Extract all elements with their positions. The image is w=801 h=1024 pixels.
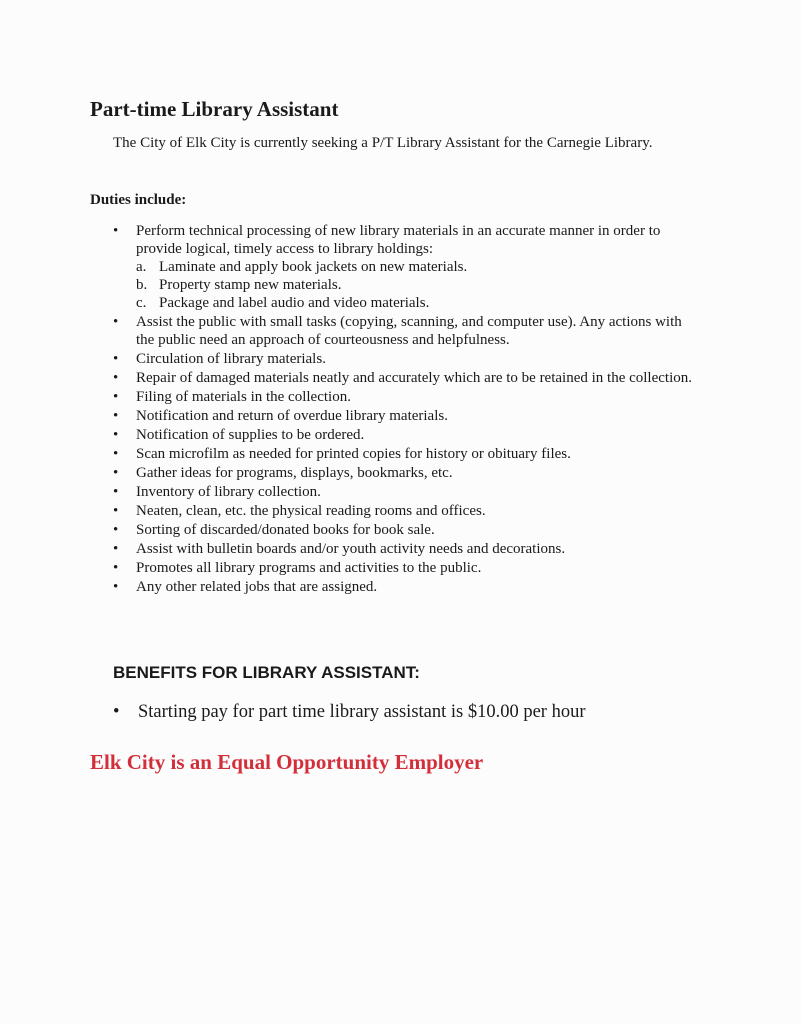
list-item bbox=[113, 559, 693, 577]
benefit-item-text: Starting pay for part time library assistant is $10.00 per hour bbox=[138, 702, 586, 722]
list-item-text: Perform technical processing of new library materials in an accurate manner in order to provide logical, timely access to library holdings: bbox=[136, 223, 661, 257]
bullet-icon: • bbox=[113, 408, 119, 424]
bullet-icon: • bbox=[113, 579, 119, 595]
list-item-text: Filing of materials in the collection. bbox=[136, 389, 351, 405]
list-item bbox=[113, 540, 693, 558]
bullet-icon: • bbox=[113, 351, 119, 367]
list-item bbox=[113, 502, 693, 520]
sub-list-item bbox=[136, 258, 693, 276]
list-item-text: Assist with bulletin boards and/or youth activity needs and decorations. bbox=[136, 541, 566, 557]
list-item-text: Neaten, clean, etc. the physical reading rooms and offices. bbox=[136, 503, 486, 519]
list-item-text: Circulation of library materials. bbox=[136, 351, 326, 367]
list-item bbox=[113, 426, 693, 444]
list-item-text: Gather ideas for programs, displays, bookmarks, etc. bbox=[136, 465, 453, 481]
sub-list-marker: b. bbox=[136, 277, 148, 293]
eoe-statement: Elk City is an Equal Opportunity Employer bbox=[90, 750, 484, 774]
list-item-text: Notification and return of overdue library materials. bbox=[136, 408, 448, 424]
list-item-text: Scan microfilm as needed for printed copies for history or obituary files. bbox=[136, 446, 571, 462]
benefits-heading: BENEFITS FOR LIBRARY ASSISTANT: bbox=[113, 663, 420, 682]
bullet-icon: • bbox=[113, 427, 119, 443]
sub-list bbox=[136, 258, 693, 312]
list-item-text: Sorting of discarded/donated books for book sale. bbox=[136, 522, 435, 538]
bullet-icon: • bbox=[113, 465, 119, 481]
sub-list-item bbox=[136, 276, 693, 294]
sub-list-item-text: Property stamp new materials. bbox=[159, 277, 342, 293]
bullet-icon: • bbox=[113, 541, 119, 557]
bullet-icon: • bbox=[113, 484, 119, 500]
list-item bbox=[113, 313, 693, 349]
bullet-icon: • bbox=[113, 503, 119, 519]
sub-list-marker: c. bbox=[136, 295, 147, 311]
bullet-icon: • bbox=[113, 522, 119, 538]
sub-list-item bbox=[136, 294, 693, 312]
sub-list-item-text: Package and label audio and video materials. bbox=[159, 295, 430, 311]
benefit-item bbox=[113, 701, 586, 723]
benefits-list bbox=[113, 701, 586, 724]
list-item-text: Promotes all library programs and activities to the public. bbox=[136, 560, 482, 576]
duties-heading: Duties include: bbox=[90, 192, 187, 208]
sub-list-marker: a. bbox=[136, 259, 147, 275]
bullet-icon: • bbox=[113, 314, 119, 330]
list-item-text: Notification of supplies to be ordered. bbox=[136, 427, 365, 443]
page-title: Part-time Library Assistant bbox=[90, 97, 339, 121]
bullet-icon: • bbox=[113, 702, 120, 722]
list-item bbox=[113, 578, 693, 596]
list-item bbox=[113, 407, 693, 425]
list-item bbox=[113, 521, 693, 539]
list-item bbox=[113, 369, 693, 387]
list-item-text: Assist the public with small tasks (copying, scanning, and computer use). Any actions with the public need an approach of courteousness and helpfulness. bbox=[136, 314, 682, 348]
bullet-icon: • bbox=[113, 389, 119, 405]
bullet-icon: • bbox=[113, 223, 119, 239]
list-item bbox=[113, 350, 693, 368]
intro-paragraph: The City of Elk City is currently seeking a P/T Library Assistant for the Carnegie Library. bbox=[113, 135, 653, 151]
list-item-text: Any other related jobs that are assigned. bbox=[136, 579, 378, 595]
list-item bbox=[113, 483, 693, 501]
list-item bbox=[113, 388, 693, 406]
list-item bbox=[113, 464, 693, 482]
list-item bbox=[113, 445, 693, 463]
duties-list bbox=[113, 222, 693, 597]
bullet-icon: • bbox=[113, 370, 119, 386]
list-item-text: Inventory of library collection. bbox=[136, 484, 321, 500]
list-item-text: Repair of damaged materials neatly and accurately which are to be retained in the collection. bbox=[136, 370, 693, 386]
bullet-icon: • bbox=[113, 560, 119, 576]
sub-list-item-text: Laminate and apply book jackets on new materials. bbox=[159, 259, 468, 275]
list-item bbox=[113, 222, 693, 312]
bullet-icon: • bbox=[113, 446, 119, 462]
